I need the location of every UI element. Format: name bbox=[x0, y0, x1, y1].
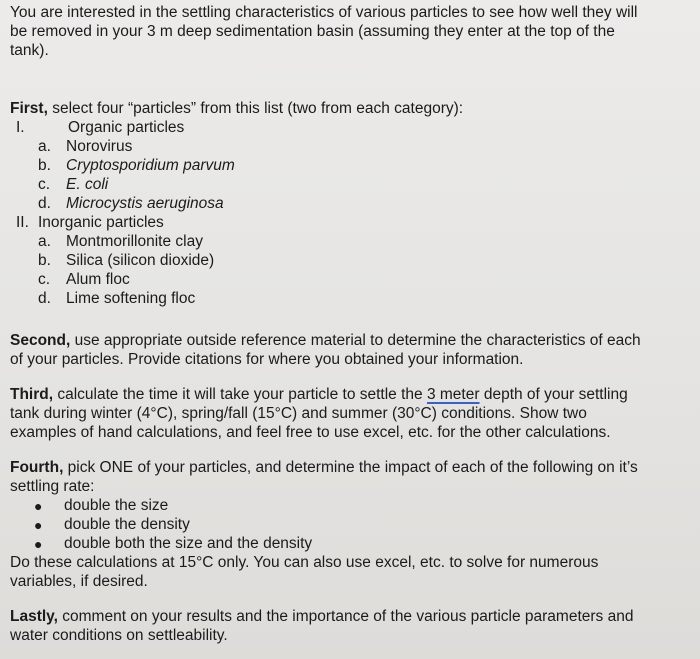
third-line bbox=[10, 424, 694, 443]
second-line-1: use appropriate outside reference material to determine the characteristics of each bbox=[70, 332, 641, 349]
list-item bbox=[10, 252, 694, 271]
second-section bbox=[10, 332, 694, 370]
category-title: Inorganic particles bbox=[38, 214, 164, 231]
lastly-line bbox=[10, 627, 694, 646]
list-item-text: Alum floc bbox=[66, 271, 130, 288]
fourth-line bbox=[10, 459, 694, 478]
bullet-icon: ● bbox=[34, 498, 43, 514]
bullet-icon: ● bbox=[34, 536, 43, 552]
fourth-line bbox=[10, 573, 694, 592]
lastly-section bbox=[10, 608, 694, 646]
list-item-text: Silica (silicon dioxide) bbox=[66, 252, 215, 269]
third-section bbox=[10, 386, 694, 443]
bullet-item bbox=[10, 535, 694, 554]
list-item bbox=[10, 195, 694, 214]
fourth-line-1: pick ONE of your particles, and determine the impact of each of the following on it’s bbox=[63, 459, 638, 476]
first-text: select four “particles” from this list (two from each category): bbox=[47, 100, 464, 117]
third-line bbox=[10, 405, 694, 424]
list-item bbox=[10, 157, 694, 176]
fourth-label: Fourth, bbox=[10, 459, 64, 476]
fourth-line-4: variables, if desired. bbox=[10, 573, 148, 590]
list-item bbox=[10, 138, 694, 157]
three-meter-link[interactable]: 3 meter bbox=[426, 386, 480, 403]
list-item-marker: b. bbox=[38, 157, 51, 174]
first-heading bbox=[10, 100, 694, 119]
lastly-line-1: comment on your results and the importance of the various particle parameters and bbox=[57, 608, 634, 625]
intro-line-3: tank). bbox=[10, 42, 49, 59]
category-heading bbox=[10, 119, 694, 138]
list-item-text: Norovirus bbox=[66, 138, 133, 155]
list-item bbox=[10, 271, 694, 290]
category-marker: II. bbox=[16, 214, 29, 231]
list-item-marker: a. bbox=[38, 233, 51, 250]
third-line-1b: depth of your settling bbox=[479, 386, 628, 403]
list-item-marker: c. bbox=[38, 271, 51, 288]
list-item-text: Lime softening floc bbox=[66, 290, 196, 307]
fourth-line bbox=[10, 478, 694, 497]
second-line bbox=[10, 351, 694, 370]
intro-line bbox=[10, 23, 694, 42]
bullet-text: double both the size and the density bbox=[64, 535, 313, 552]
fourth-line-2: settling rate: bbox=[10, 478, 95, 495]
list-item-marker: d. bbox=[38, 195, 51, 212]
lastly-label: Lastly, bbox=[10, 608, 58, 625]
list-item-marker: c. bbox=[38, 176, 51, 193]
third-line bbox=[10, 386, 694, 405]
second-line-2: of your particles. Provide citations for where you obtained your information. bbox=[10, 351, 524, 368]
list-item-text: Cryptosporidium parvum bbox=[66, 157, 235, 174]
list-item bbox=[10, 233, 694, 252]
bullet-item bbox=[10, 497, 694, 516]
category-title: Organic particles bbox=[68, 119, 185, 136]
lastly-line-2: water conditions on settleability. bbox=[10, 627, 228, 644]
second-label: Second, bbox=[10, 332, 71, 349]
category-marker: I. bbox=[16, 119, 25, 136]
bullet-text: double the density bbox=[64, 516, 190, 533]
third-line-3: examples of hand calculations, and feel free to use excel, etc. for the other calculations. bbox=[10, 424, 611, 441]
list-item-text: Montmorillonite clay bbox=[66, 233, 203, 250]
intro-line-1: You are interested in the settling characteristics of various particles to see how well they will bbox=[10, 4, 638, 21]
list-item-marker: d. bbox=[38, 290, 51, 307]
list-item-marker: a. bbox=[38, 138, 51, 155]
second-line bbox=[10, 332, 694, 351]
list-item-text: Microcystis aeruginosa bbox=[66, 195, 224, 212]
list-item bbox=[10, 290, 694, 309]
first-label: First, bbox=[10, 100, 48, 117]
bullet-text: double the size bbox=[64, 497, 169, 514]
intro-line bbox=[10, 42, 694, 61]
intro-line-2: be removed in your 3 m deep sedimentation basin (assuming they enter at the top of the bbox=[10, 23, 615, 40]
list-item bbox=[10, 176, 694, 195]
intro-line bbox=[10, 4, 694, 23]
fourth-line bbox=[10, 554, 694, 573]
third-line-1a: calculate the time it will take your particle to settle the bbox=[53, 386, 427, 403]
fourth-line-3: Do these calculations at 15°C only. You can also use excel, etc. to solve for numerous bbox=[10, 554, 599, 571]
intro-paragraph bbox=[10, 4, 694, 61]
third-line-2: tank during winter (4°C), spring/fall (15°C) and summer (30°C) conditions. Show two bbox=[10, 405, 587, 422]
lastly-line bbox=[10, 608, 694, 627]
bullet-icon: ● bbox=[34, 517, 43, 533]
third-label: Third, bbox=[10, 386, 54, 403]
fourth-section bbox=[10, 459, 694, 592]
category-heading bbox=[10, 214, 694, 233]
first-section bbox=[10, 100, 694, 309]
bullet-item bbox=[10, 516, 694, 535]
list-item-marker: b. bbox=[38, 252, 51, 269]
list-item-text: E. coli bbox=[66, 176, 109, 193]
